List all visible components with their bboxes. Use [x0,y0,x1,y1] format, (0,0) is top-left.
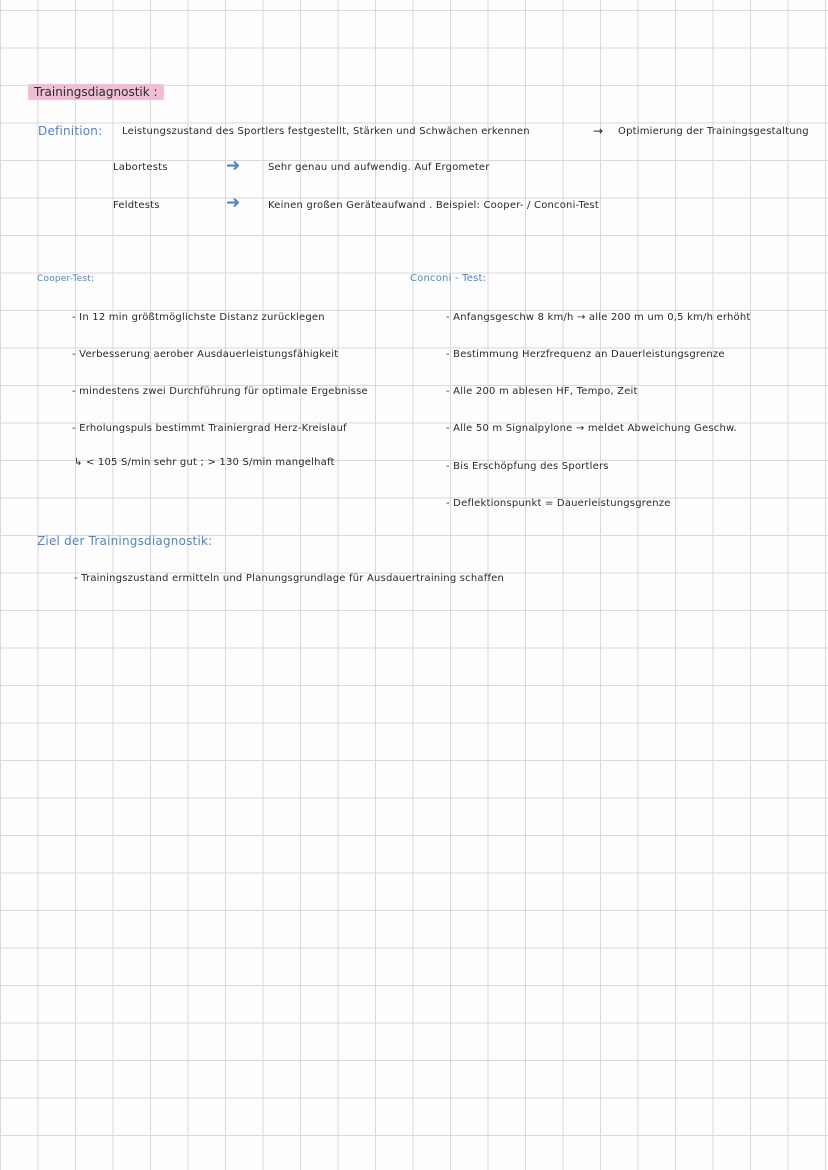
method-desc-feldtests: Keinen großen Geräteaufwand . Beispiel: Cooper- / Conconi-Test [268,200,599,211]
conconi-heading: Conconi - Test: [410,273,487,284]
arrow-right-icon: ➜ [226,193,241,213]
method-desc-labortests: Sehr genau und aufwendig. Auf Ergometer [268,162,490,173]
cooper-item: - mindestens zwei Durchführung für optimale Ergebnisse [72,386,368,397]
goal-heading: Ziel der Trainingsdiagnostik: [37,534,213,548]
conconi-item: - Bestimmung Herzfrequenz an Dauerleistungsgrenze [446,349,725,360]
definition-text: Leistungszustand des Sportlers festgestellt, Stärken und Schwächen erkennen [122,126,530,137]
goal-text: - Trainingszustand ermitteln und Planungsgrundlage für Ausdauertraining schaffen [74,573,505,584]
conconi-item: - Anfangsgeschw 8 km/h → alle 200 m um 0,5 km/h erhöht [446,312,751,323]
conconi-item: - Bis Erschöpfung des Sportlers [446,461,609,472]
definition-label: Definition: [38,124,103,138]
method-name-labortests: Labortests [113,162,168,173]
conconi-item: - Alle 200 m ablesen HF, Tempo, Zeit [446,386,638,397]
arrow-right-icon: ➜ [226,156,241,176]
definition-arrow: → [593,124,604,138]
cooper-item: - In 12 min größtmöglichste Distanz zurücklegen [72,312,325,323]
conconi-item: - Deflektionspunkt = Dauerleistungsgrenze [446,498,671,509]
cooper-item: - Erholungspuls bestimmt Trainiergrad Herz-Kreislauf [72,423,347,434]
cooper-heading: Cooper-Test: [37,274,95,284]
method-name-feldtests: Feldtests [113,200,160,211]
definition-result: Optimierung der Trainingsgestaltung [618,126,809,137]
cooper-item: - Verbesserung aerober Ausdauerleistungsfähigkeit [72,349,339,360]
conconi-item: - Alle 50 m Signalpylone → meldet Abweichung Geschw. [446,423,737,434]
page-title: Trainingsdiagnostik : [28,84,164,100]
cooper-note: ↳ < 105 S/min sehr gut ; > 130 S/min mangelhaft [74,457,335,468]
